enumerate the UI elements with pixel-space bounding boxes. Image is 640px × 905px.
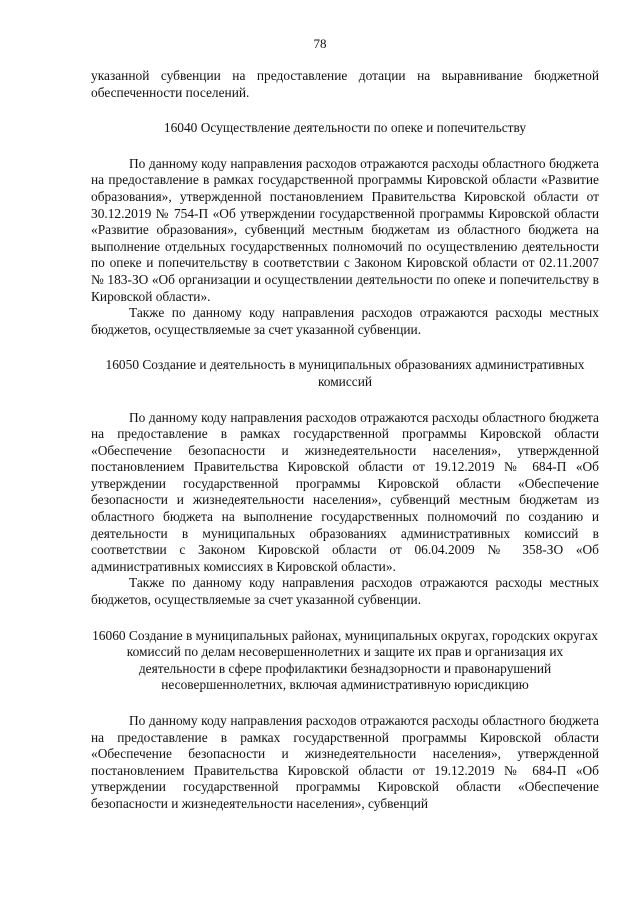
section-heading-16050: 16050 Создание и деятельность в муниципальных образованиях административных комиссий [105,357,585,389]
section-heading-16040: 16040 Осуществление деятельности по опеке и попечительству [163,120,527,136]
page-number: 78 [313,36,327,51]
section-heading-16060: 16060 Создание в муниципальных районах, муниципальных округах, городских округах комиссий по делам несовершеннолетних и защите их прав и организация их деятельности в сфере профилактики безнадзорности и правонарушений несовершеннолетних, включая административную юрисдикцию [92,627,598,693]
paragraph-16040-local-budgets: Также по данному коду направления расходов отражаются расходы местных бюджетов, осуществляемые за счет указанной субвенции. [91,305,599,337]
paragraph-continuation: указанной субвенции на предоставление дотации на выравнивание бюджетной обеспеченности поселений. [91,68,599,100]
paragraph-16050-local-budgets: Также по данному коду направления расходов отражаются расходы местных бюджетов, осуществляемые за счет указанной субвенции. [91,575,599,608]
paragraph-16060-description: По данному коду направления расходов отражаются расходы областного бюджета на предоставление в рамках государственной программы Кировской области «Обеспечение безопасности и жизнедеятельности населения», утвержденной постановлением Правительства Кировской области от 19.12.2019 № 684-П «Об утверждении государственной программы Кировской области «Обеспечение безопасности и жизнедеятельности населения», субвенций [91,713,599,811]
paragraph-16050-description: По данному коду направления расходов отражаются расходы областного бюджета на предоставление в рамках государственной программы Кировской области «Обеспечение безопасности и жизнедеятельности населения», утвержденной постановлением Правительства Кировской области от 19.12.2019 № 684-П «Об утверждении государственной программы Кировской области «Обеспечение безопасности и жизнедеятельности населения», субвенций местным бюджетам из областного бюджета на выполнение государственных полномочий по созданию и деятельности в муниципальных образованиях административных комиссий в соответствии с Законом Кировской области от 06.04.2009 № 358-ЗО «Об административных комиссиях в Кировской области». [91,409,599,574]
document-body [91,68,599,813]
paragraph-16040-description: По данному коду направления расходов отражаются расходы областного бюджета на предоставление в рамках государственной программы Кировской области «Развитие образования», утвержденной постановлением Правительства Кировской области от 30.12.2019 № 754-П «Об утверждении государственной программы Кировской области «Развитие образования», субвенций местным бюджетам из областного бюджета на выполнение отдельных государственных полномочий по осуществлению деятельности по опеке и попечительству в соответствии с Законом Кировской области от 02.11.2007 № 183-ЗО «Об организации и осуществлении деятельности по опеке и попечительству в Кировской области». [91,155,599,304]
